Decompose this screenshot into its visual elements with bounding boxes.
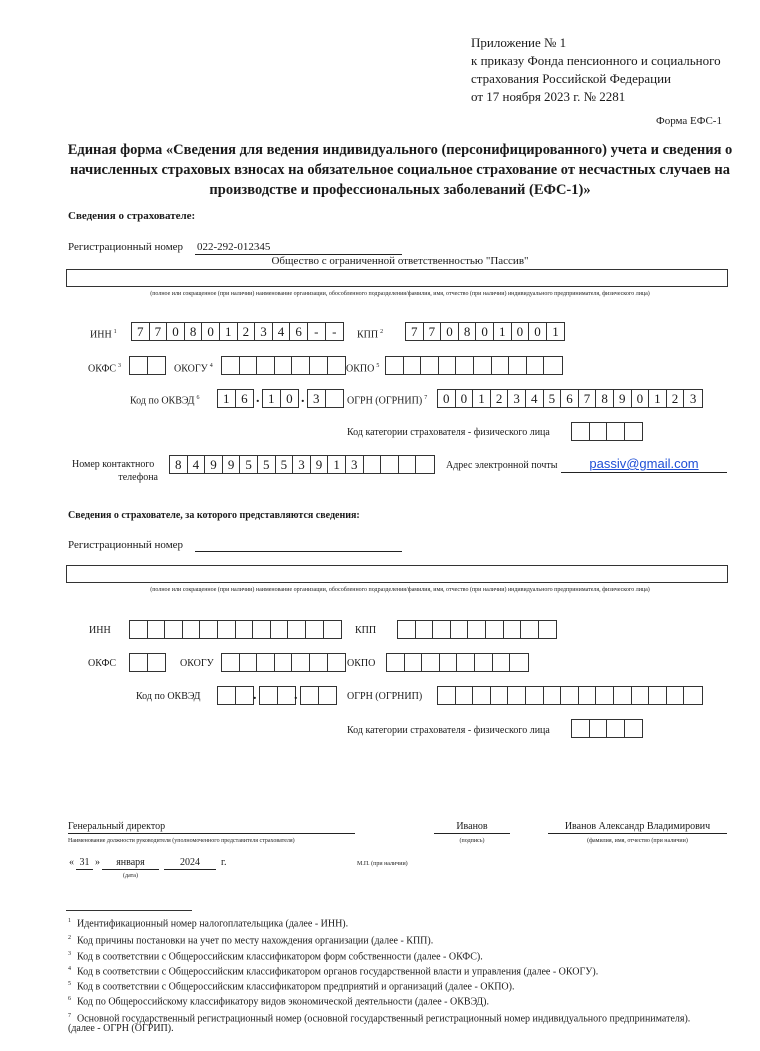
digit-cell[interactable] <box>625 423 643 440</box>
order-line-3: от 17 ноября 2023 г. № 2281 <box>471 89 626 104</box>
footnote-7: $^7$ Основной государственный регистрационный номер (основной государственный регистрационный номер индивидуального предпринимателя). <box>68 1013 691 1025</box>
date-month-field[interactable] <box>102 856 159 870</box>
section2-okved-part2[interactable] <box>259 686 296 705</box>
date-caption: (дата) <box>123 873 138 879</box>
digit-cell[interactable]: 8 <box>170 456 188 473</box>
section1-okogu-label: ОКОГУ $^4$ <box>174 363 213 375</box>
digit-cell[interactable] <box>607 720 625 737</box>
date-day: 31 <box>79 857 90 868</box>
digit-cell[interactable] <box>492 357 510 374</box>
digit-cell[interactable]: 6 <box>241 391 248 406</box>
digit-cell[interactable] <box>240 357 258 374</box>
digit-cell[interactable]: 0 <box>476 323 494 340</box>
digit-cell[interactable]: 6 <box>290 323 308 340</box>
section1-kpp-label: КПП $^2$ <box>357 329 384 341</box>
section2-inn-cells[interactable] <box>129 620 342 639</box>
digit-cell[interactable]: 4 <box>273 323 291 340</box>
digit-cell[interactable] <box>527 357 545 374</box>
section1-okogu-cells[interactable] <box>221 356 346 375</box>
section2-category-label: Код категории страхователя - физического лица <box>347 725 550 736</box>
title-line-2: начисленных страховых взносах на обязательное социальное страхование от несчастных случаев на <box>70 162 730 178</box>
form-title <box>40 140 760 200</box>
digit-cell[interactable] <box>275 357 293 374</box>
title-line-1: Единая форма «Сведения для ведения индивидуального (персонифицированного) учета и сведения о <box>67 142 733 158</box>
digit-cell[interactable] <box>590 423 608 440</box>
digit-cell[interactable] <box>596 687 614 704</box>
signature-value: Иванов <box>456 821 488 832</box>
section1-phone-label <box>72 458 158 484</box>
digit-cell[interactable]: 9 <box>223 456 241 473</box>
section1-okved-label: Код по ОКВЭД $^6$ <box>130 395 200 407</box>
digit-cell[interactable] <box>416 456 434 473</box>
okved-separator: . <box>253 688 257 703</box>
section2-okogu-label: ОКОГУ <box>180 658 214 669</box>
digit-cell[interactable] <box>130 621 148 638</box>
digit-cell[interactable] <box>457 654 475 671</box>
digit-cell[interactable] <box>614 687 632 704</box>
section2-ogrn-cells[interactable] <box>437 686 703 705</box>
digit-cell[interactable] <box>260 687 278 704</box>
section2-okved-part3[interactable] <box>300 686 337 705</box>
footnote-2: $^2$ Код причины постановки на учет по месту нахождения организации (далее - КПП). <box>68 935 434 947</box>
position-field[interactable] <box>68 820 355 834</box>
section2-okpo-label: ОКПО <box>347 658 376 669</box>
digit-cell[interactable]: 2 <box>491 390 509 407</box>
digit-cell[interactable] <box>590 720 608 737</box>
section2-org-caption: (полное или сокращенное (при наличии) наименование организации, обособленного подразделения/фамилия, имя, отчество (при наличии) индивидуального предпринимателя, физического лица) <box>150 587 650 593</box>
full-name-field[interactable] <box>548 820 727 834</box>
digit-cell[interactable] <box>468 621 486 638</box>
digit-cell[interactable] <box>440 654 458 671</box>
section1-inn-cells[interactable] <box>131 322 344 341</box>
section1-okfs-label: ОКФС $^3$ <box>88 363 122 375</box>
digit-cell[interactable] <box>561 687 579 704</box>
footnote-6: $^6$ Код по Общероссийскому классификатору видов экономической деятельности (далее - ОКВЭД). <box>68 996 489 1008</box>
okved-separator: . <box>301 391 305 406</box>
digit-cell[interactable] <box>292 357 310 374</box>
digit-cell[interactable] <box>539 621 557 638</box>
digit-cell[interactable]: 5 <box>258 456 276 473</box>
digit-cell[interactable]: 1 <box>494 323 512 340</box>
appendix-number: Приложение № 1 <box>471 35 567 50</box>
digit-cell[interactable]: 4 <box>526 390 544 407</box>
title-line-3: производстве и профессиональных заболеваний (ЕФС-1)» <box>209 182 591 198</box>
digit-cell[interactable]: 7 <box>406 323 424 340</box>
digit-cell[interactable] <box>475 654 493 671</box>
digit-cell[interactable] <box>306 621 324 638</box>
digit-cell[interactable] <box>165 621 183 638</box>
digit-cell[interactable] <box>438 687 456 704</box>
okved-separator: . <box>256 391 260 406</box>
digit-cell[interactable]: 0 <box>286 391 293 406</box>
section1-phone-cells[interactable] <box>169 455 435 474</box>
digit-cell[interactable]: 7 <box>150 323 168 340</box>
section1-okpo-label: ОКПО $^5$ <box>346 363 380 375</box>
digit-cell[interactable] <box>474 357 492 374</box>
digit-cell[interactable]: 3 <box>293 456 311 473</box>
digit-cell[interactable]: 1 <box>328 456 346 473</box>
digit-cell[interactable] <box>456 687 474 704</box>
digit-cell[interactable] <box>200 621 218 638</box>
digit-cell[interactable] <box>324 621 342 638</box>
digit-cell[interactable] <box>451 621 469 638</box>
digit-cell[interactable]: 7 <box>132 323 150 340</box>
digit-cell[interactable] <box>130 357 148 374</box>
digit-cell[interactable]: 9 <box>614 390 632 407</box>
section2-okfs-cells[interactable] <box>129 653 166 672</box>
digit-cell[interactable] <box>433 621 451 638</box>
digit-cell[interactable] <box>326 390 344 407</box>
section1-email-field[interactable] <box>561 455 727 473</box>
digit-cell[interactable] <box>301 687 319 704</box>
digit-cell[interactable]: 1 <box>473 390 491 407</box>
digit-cell[interactable]: 8 <box>459 323 477 340</box>
digit-cell[interactable] <box>218 621 236 638</box>
digit-cell[interactable]: 0 <box>167 323 185 340</box>
section2-okpo-cells[interactable] <box>386 653 529 672</box>
digit-cell[interactable]: 0 <box>438 390 456 407</box>
section1-ogrn-label: ОГРН (ОГРНИП) $^7$ <box>347 395 428 407</box>
digit-cell[interactable] <box>398 621 416 638</box>
digit-cell[interactable]: 3 <box>508 390 526 407</box>
footnote-7-cont: (далее - ОГРН (ОГРИП). <box>68 1023 174 1034</box>
digit-cell[interactable] <box>328 654 346 671</box>
date-day-field[interactable] <box>76 856 93 870</box>
form-code: Форма ЕФС-1 <box>656 115 722 127</box>
digit-cell[interactable] <box>222 654 240 671</box>
digit-cell[interactable] <box>572 423 590 440</box>
date-month: января <box>116 857 145 868</box>
full-name-value: Иванов Александр Владимирович <box>564 821 711 832</box>
digit-cell[interactable]: 2 <box>238 323 256 340</box>
digit-cell[interactable] <box>278 687 296 704</box>
digit-cell[interactable] <box>310 357 328 374</box>
date-quote-close: » <box>95 857 100 868</box>
date-year-field[interactable] <box>164 856 216 870</box>
digit-cell[interactable] <box>236 621 254 638</box>
digit-cell[interactable] <box>222 357 240 374</box>
section1-okpo-cells[interactable] <box>385 356 563 375</box>
section1-email-label: Адрес электронной почты <box>446 460 558 471</box>
digit-cell[interactable]: 0 <box>202 323 220 340</box>
digit-cell[interactable] <box>288 621 306 638</box>
digit-cell[interactable] <box>508 687 526 704</box>
digit-cell[interactable] <box>386 357 404 374</box>
digit-cell[interactable] <box>421 357 439 374</box>
digit-cell[interactable] <box>240 654 258 671</box>
digit-cell[interactable] <box>473 687 491 704</box>
digit-cell[interactable]: 4 <box>188 456 206 473</box>
digit-cell[interactable] <box>148 357 166 374</box>
section1-okved-part2[interactable] <box>262 389 299 408</box>
digit-cell[interactable] <box>399 456 417 473</box>
digit-cell[interactable] <box>404 357 422 374</box>
section1-inn-label: ИНН $^1$ <box>90 329 117 341</box>
phone-label-line1: Номер контактного <box>72 459 155 470</box>
section2-reg-input[interactable] <box>195 537 402 552</box>
digit-cell[interactable]: 1 <box>218 390 236 407</box>
digit-cell[interactable]: 9 <box>205 456 223 473</box>
okved-separator: . <box>294 688 298 703</box>
digit-cell[interactable]: 7 <box>424 323 442 340</box>
digit-cell[interactable] <box>667 687 685 704</box>
digit-cell[interactable] <box>491 687 509 704</box>
digit-cell[interactable] <box>649 687 667 704</box>
section1-category-label: Код категории страхователя - физического лица <box>347 427 550 438</box>
digit-cell[interactable]: 1 <box>263 390 281 407</box>
digit-cell[interactable]: 1 <box>649 390 667 407</box>
digit-cell[interactable]: 5 <box>544 390 562 407</box>
date-year-suffix: г. <box>221 857 227 868</box>
section1-heading: Сведения о страхователе: <box>68 210 196 222</box>
section1-okfs-cells[interactable] <box>129 356 166 375</box>
digit-cell[interactable]: 8 <box>185 323 203 340</box>
position-caption: Наименование должности руководителя (уполномоченного представителя страхователя) <box>68 838 295 844</box>
digit-cell[interactable] <box>130 654 148 671</box>
digit-cell[interactable] <box>328 357 346 374</box>
digit-cell[interactable] <box>183 621 201 638</box>
digit-cell[interactable] <box>684 687 702 704</box>
digit-cell[interactable] <box>381 456 399 473</box>
digit-cell[interactable] <box>521 621 539 638</box>
section2-org-name-field[interactable] <box>66 565 728 583</box>
signature-caption: (подпись) <box>459 838 485 844</box>
digit-cell[interactable]: 0 <box>529 323 547 340</box>
digit-cell[interactable]: 8 <box>596 390 614 407</box>
position-value: Генеральный директор <box>68 821 166 832</box>
order-line-1: к приказу Фонда пенсионного и социального <box>471 53 721 68</box>
section2-kpp-cells[interactable] <box>397 620 557 639</box>
section2-ogrn-label: ОГРН (ОГРНИП) <box>347 691 423 702</box>
section2-category-cells[interactable] <box>571 719 643 738</box>
digit-cell[interactable] <box>257 654 275 671</box>
digit-cell[interactable]: 3 <box>255 323 273 340</box>
date-quote-open: « <box>69 857 74 868</box>
digit-cell[interactable] <box>504 621 522 638</box>
digit-cell[interactable]: 5 <box>240 456 258 473</box>
digit-cell[interactable] <box>510 654 528 671</box>
digit-cell[interactable]: - <box>332 324 337 339</box>
digit-cell[interactable] <box>422 654 440 671</box>
digit-cell[interactable] <box>439 357 457 374</box>
section1-ogrn-cells[interactable] <box>437 389 703 408</box>
section1-okved-part1[interactable] <box>217 389 254 408</box>
digit-cell[interactable] <box>319 687 337 704</box>
digit-cell[interactable] <box>544 357 562 374</box>
digit-cell[interactable] <box>257 357 275 374</box>
digit-cell[interactable]: 0 <box>441 323 459 340</box>
section1-org-name: Общество с ограниченной ответственностью "Пассив" <box>271 255 529 267</box>
digit-cell[interactable] <box>572 720 590 737</box>
email-link[interactable]: passiv@gmail.com <box>589 456 699 471</box>
footnote-3: $^3$ Код в соответствии с Общероссийским классификатором форм собственности (далее - ОКФС). <box>68 951 483 963</box>
digit-cell[interactable] <box>625 720 643 737</box>
digit-cell[interactable]: 1 <box>220 323 238 340</box>
digit-cell[interactable]: 0 <box>512 323 530 340</box>
section1-reg-label: Регистрационный номер <box>68 241 184 253</box>
digit-cell[interactable]: 9 <box>311 456 329 473</box>
digit-cell[interactable] <box>364 456 382 473</box>
digit-cell[interactable]: 5 <box>276 456 294 473</box>
digit-cell[interactable] <box>607 423 625 440</box>
digit-cell[interactable] <box>632 687 650 704</box>
digit-cell[interactable] <box>486 621 504 638</box>
digit-cell[interactable]: 3 <box>308 390 326 407</box>
section1-okved-part3[interactable] <box>307 389 344 408</box>
digit-cell[interactable]: - <box>308 323 326 340</box>
section2-reg-label: Регистрационный номер <box>68 539 184 551</box>
digit-cell[interactable] <box>387 654 405 671</box>
digit-cell[interactable]: 6 <box>561 390 579 407</box>
section2-okved-label: Код по ОКВЭД <box>136 691 201 702</box>
digit-cell[interactable]: 3 <box>346 456 364 473</box>
section1-kpp-cells[interactable] <box>405 322 565 341</box>
digit-cell[interactable] <box>579 687 597 704</box>
digit-cell[interactable] <box>310 654 328 671</box>
section2-inn-label: ИНН <box>89 625 111 636</box>
digit-cell[interactable]: 0 <box>456 390 474 407</box>
date-year: 2024 <box>180 857 200 868</box>
order-line-2: страхования Российской Федерации <box>471 71 671 86</box>
digit-cell[interactable] <box>148 654 166 671</box>
section1-org-name-field[interactable] <box>66 269 728 287</box>
section2-heading: Сведения о страхователе, за которого представляются сведения: <box>68 510 360 521</box>
section1-category-cells[interactable] <box>571 422 643 441</box>
digit-cell[interactable] <box>292 654 310 671</box>
appendix-header <box>471 34 721 106</box>
digit-cell[interactable] <box>236 687 254 704</box>
digit-cell[interactable] <box>148 621 166 638</box>
digit-cell[interactable]: 7 <box>579 390 597 407</box>
digit-cell[interactable] <box>509 357 527 374</box>
digit-cell[interactable] <box>253 621 271 638</box>
footnote-5: $^5$ Код в соответствии с Общероссийским классификатором предприятий и организаций (далее - ОКПО). <box>68 981 515 993</box>
digit-cell[interactable] <box>218 687 236 704</box>
digit-cell[interactable] <box>526 687 544 704</box>
section2-kpp-label: КПП <box>355 625 377 636</box>
digit-cell[interactable]: 3 <box>689 391 697 406</box>
digit-cell[interactable] <box>493 654 511 671</box>
digit-cell[interactable]: 2 <box>667 390 685 407</box>
digit-cell[interactable] <box>416 621 434 638</box>
digit-cell[interactable] <box>271 621 289 638</box>
full-name-caption: (фамилия, имя, отчество (при наличии) <box>587 838 688 844</box>
digit-cell[interactable]: 0 <box>632 390 650 407</box>
section2-okved-part1[interactable] <box>217 686 254 705</box>
section2-okogu-cells[interactable] <box>221 653 346 672</box>
signature-field[interactable] <box>434 820 510 834</box>
digit-cell[interactable] <box>544 687 562 704</box>
section1-reg-input[interactable] <box>195 240 402 255</box>
section1-org-caption: (полное или сокращенное (при наличии) наименование организации, обособленного подразделения/фамилия, имя, отчество (при наличии) индивидуального предпринимателя, физического лица) <box>150 291 650 297</box>
digit-cell[interactable] <box>405 654 423 671</box>
section1-reg-value: 022-292-012345 <box>197 241 271 253</box>
digit-cell[interactable] <box>275 654 293 671</box>
digit-cell[interactable]: 1 <box>552 324 559 339</box>
phone-label-line2: телефона <box>118 472 158 483</box>
footnote-4: $^4$ Код в соответствии с Общероссийским классификатором органов государственной власти и управления (далее - ОКОГУ). <box>68 966 599 978</box>
digit-cell[interactable] <box>456 357 474 374</box>
footnote-1: $^1$ Идентификационный номер налогоплательщика (далее - ИНН). <box>68 918 349 930</box>
stamp-label: М.П. (при наличии) <box>357 861 408 867</box>
section2-okfs-label: ОКФС <box>88 658 117 669</box>
footnote-divider <box>66 910 192 911</box>
